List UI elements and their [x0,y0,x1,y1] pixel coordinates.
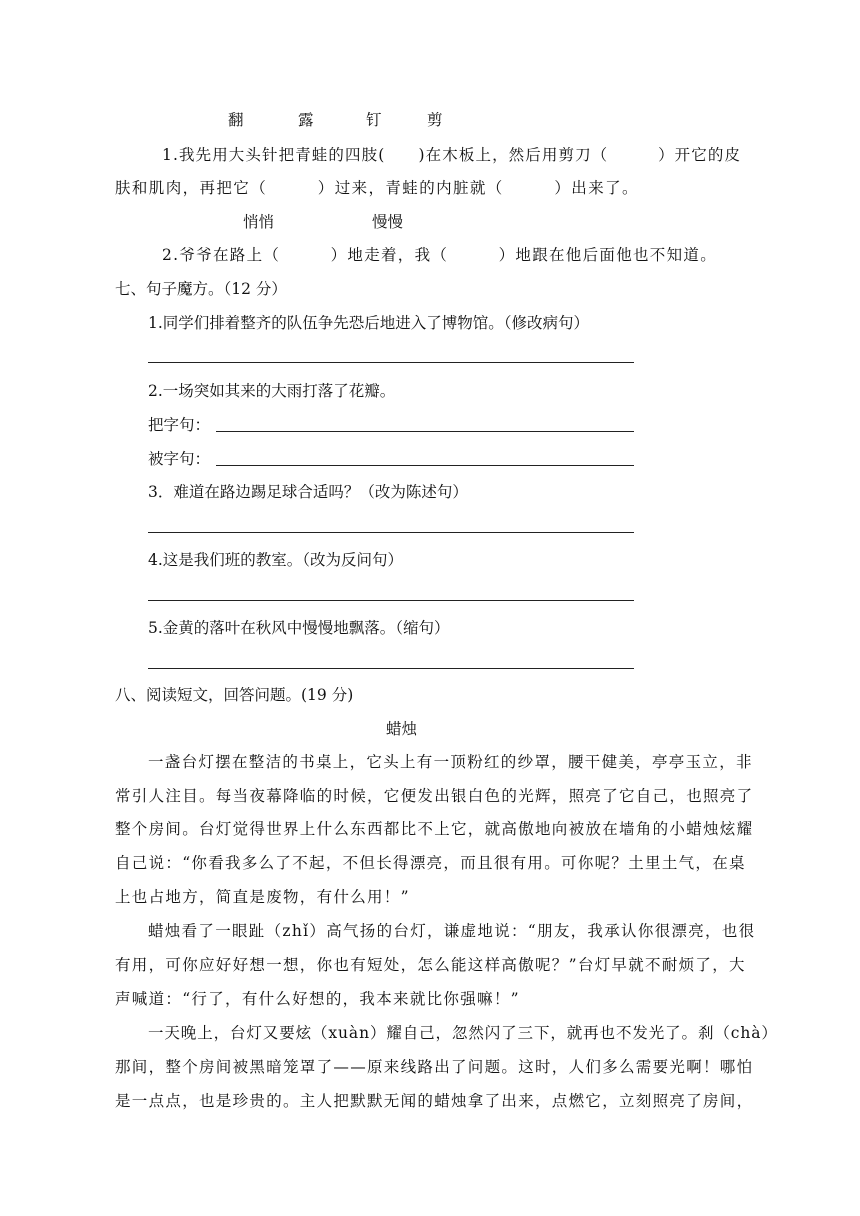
word-ding: 钉 [366,111,382,129]
answer-line-ba[interactable] [216,431,634,432]
answer-line-7-5[interactable] [148,668,634,669]
story-line-8: 声喊道：“行了，有什么好想的，我本来就比你强嘛！” [115,990,520,1008]
story-title: 蜡烛 [386,720,418,738]
word-qiaoqiao: 悄悄 [243,213,275,231]
answer-line-7-3[interactable] [148,532,634,533]
word-manman: 慢慢 [372,213,404,231]
answer-line-7-4[interactable] [148,600,634,601]
question-6-1-line2: 肤和肌肉，再把它（ ）过来，青蛙的内脏就（ ）出来了。 [115,179,639,197]
question-7-3: 3．难道在路边踢足球合适吗？（改为陈述句） [148,483,468,501]
question-7-4: 4.这是我们班的教室。（改为反问句） [148,551,404,569]
section-8-title: 八、阅读短文，回答问题。(19 分) [115,686,354,704]
story-line-1: 一盏台灯摆在整洁的书桌上，它头上有一顶粉红的纱罩，腰干健美，亭亭玉立，非 [148,753,753,771]
story-line-4: 自己说：“你看我多么了不起，不但长得漂亮，而且很有用。可你呢？土里土气，在桌 [115,854,746,872]
story-line-5: 上也占地方，简直是废物，有什么用！” [115,888,410,906]
word-lu: 露 [298,111,314,129]
ba-label: 把字句： [148,416,211,434]
question-7-5: 5.金黄的落叶在秋风中慢慢地飘落。（缩句） [148,619,450,637]
story-line-7: 有用，可你应好好想一想，你也有短处，怎么能这样高傲呢？”台灯早就不耐烦了，大 [115,956,746,974]
word-fan: 翻 [228,111,244,129]
story-line-10: 那间，整个房间被黑暗笼罩了——原来线路出了问题。这时，人们多么需要光啊！哪怕 [115,1058,754,1076]
answer-line-bei[interactable] [216,465,634,466]
story-line-3: 整个房间。台灯觉得世界上什么东西都比不上它，就高傲地向被放在墙角的小蜡烛炫耀 [115,820,754,838]
story-line-2: 常引人注目。每当夜幕降临的时候，它便发出银白色的光辉，照亮了它自己，也照亮了 [115,787,754,805]
story-line-11: 是一点点，也是珍贵的。主人把默默无闻的蜡烛拿了出来，点燃它，立刻照亮了房间， [115,1092,754,1110]
bei-label: 被字句： [148,450,211,468]
question-6-1-line1: 1.我先用大头针把青蛙的四肢( )在木板上，然后用剪刀（ ）开它的皮 [162,146,742,164]
section-7-title: 七、句子魔方。（12 分） [115,280,287,298]
answer-line-7-1[interactable] [148,362,634,363]
question-6-2: 2.爷爷在路上（ ）地走着，我（ ）地跟在他后面他也不知道。 [162,246,717,264]
story-line-6: 蜡烛看了一眼趾（zhǐ）高气扬的台灯，谦虚地说：“朋友，我承认你很漂亮，也很 [148,922,756,940]
word-jian: 剪 [427,111,443,129]
story-line-9: 一天晚上，台灯又要炫（xuàn）耀自己，忽然闪了三下，就再也不发光了。刹（chà） [148,1024,778,1042]
question-7-1: 1.同学们排着整齐的队伍争先恐后地进入了博物馆。（修改病句） [148,314,590,332]
question-7-2: 2.一场突如其来的大雨打落了花瓣。 [148,382,396,400]
